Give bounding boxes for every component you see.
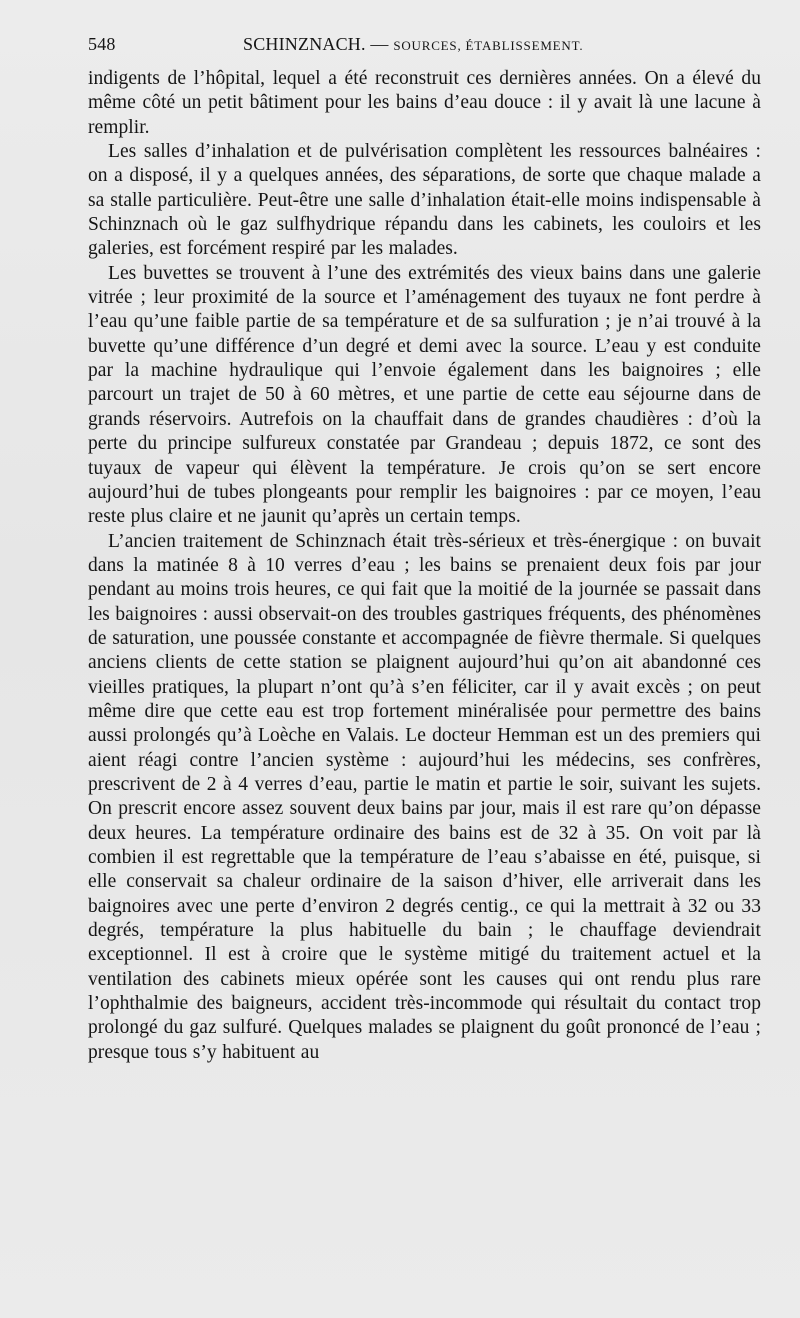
body-text [88,67,761,1065]
running-head-subtitle: SOURCES, ÉTABLISSEMENT. [393,38,584,53]
running-head [243,34,583,55]
paragraph-inhalation: Les salles d’inhalation et de pulvérisation complètent les ressources balnéaires : on a disposé, il y a quelques années, des séparations, de sorte que chaque malade a sa stalle particulière. Peut-être une salle d’inhalation était-elle moins indispensable à Schinznach où le gaz sulfhydrique répandu dans les cabinets, les couloirs et les galeries, est forcément respiré par les malades. [88,141,761,260]
running-head-dash: — [370,34,389,54]
paragraph-ancien-traitement: L’ancien traitement de Schinznach était très-sérieux et très-énergique : on buvait dans la matinée 8 à 10 verres d’eau ; les bains se prenaient deux fois par jour pendant au moins trois heures, ce qui fait que la moitié de la journée se passait dans les baignoires : aussi observait-on des troubles gastriques fréquents, des phénomènes de saturation, une poussée constante et accompagnée de fièvre thermale. Si quelques anciens clients de cette station se plaignent aujourd’hui qu’on ait abandonné ces vieilles pratiques, la plupart n’ont qu’à s’en féliciter, car il y avait excès ; on peut même dire que cette eau est trop fortement minéralisée pour permettre des bains aussi prolongés qu’à Loèche en Valais. Le docteur Hemman est un des premiers qui aient réagi contre l’ancien système : aujourd’hui les médecins, ses confrères, prescrivent de 2 à 4 verres d’eau, partie le matin et partie le soir, suivant les sujets. On prescrit encore assez souvent deux bains par jour, mais il est rare qu’on dépasse deux heures. La température ordinaire des bains est de 32 à 35. On voit par là combien il est regrettable que la température de l’eau s’abaisse en été, puisque, si elle conservait sa chaleur ordinaire de la saison d’hiver, elle arriverait dans les baignoires avec une perte d’environ 2 degrés centig., ce qui la mettrait à 32 ou 33 degrés, température la plus habituelle du bain ; le chauffage deviendrait exceptionnel. Il est à croire que le système mitigé du traitement actuel et la ventilation des cabinets mieux opérée sont les causes qui ont rendu plus rare l’ophthalmie des baigneurs, accident très-incommode qui résultait du contact trop prolongé du gaz sulfuré. Quelques malades se plaignent du goût prononcé de l’eau ; presque tous s’y habituent au [88,530,761,1063]
running-head-title: SCHINZNACH. [243,34,366,54]
page-number: 548 [88,34,116,54]
page-header [88,34,768,62]
paragraph-buvettes: Les buvettes se trouvent à l’une des extrémités des vieux bains dans une galerie vitrée ; leur proximité de la source et l’aménagement des tuyaux ne font perdre à l’eau qu’une faible partie de sa température et de sa sulfuration ; je n’ai trouvé à la buvette qu’une différence d’un degré et demi avec la source. L’eau y est conduite par la machine hydraulique qui l’envoie également dans les baignoires ; elle parcourt un trajet de 50 à 60 mètres, et une partie de cette eau séjourne dans de grands réservoirs. Autrefois on la chauffait dans de grandes chaudières : d’où la perte du principe sulfureux constatée par Grandeau ; depuis 1872, ce sont des tuyaux de vapeur qui élèvent la température. Je crois qu’on se sert encore aujourd’hui de tubes plongeants pour remplir les baignoires : par ce moyen, l’eau reste plus claire et ne jaunit qu’après un certain temps. [88,262,761,528]
paragraph-continuation: indigents de l’hôpital, lequel a été reconstruit ces dernières années. On a élevé du même côté un petit bâtiment pour les bains d’eau douce : il y avait là une lacune à remplir. [88,68,761,138]
